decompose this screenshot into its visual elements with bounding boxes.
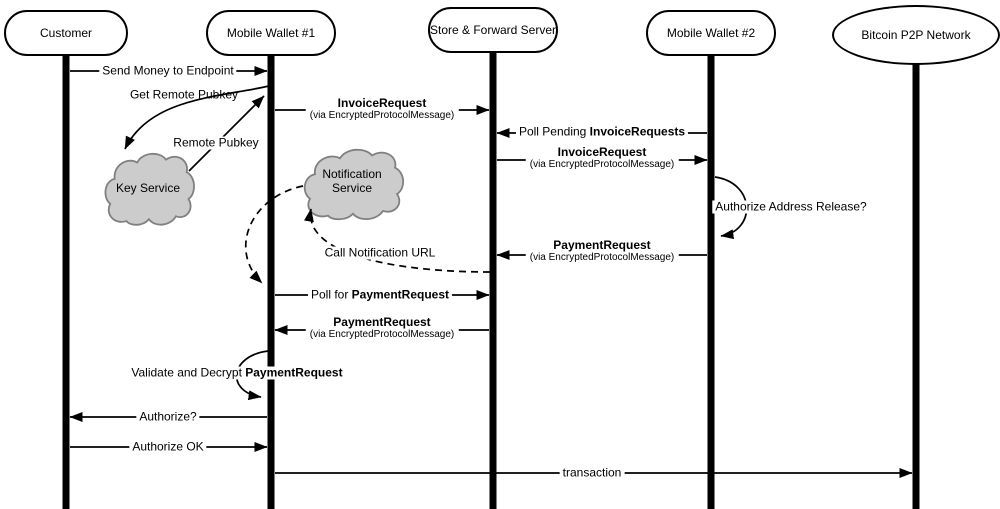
message-label-authorize-address-release: Authorize Address Release? [712, 201, 869, 214]
actor-bitcoin-p2p-network [832, 5, 1000, 65]
lifeline-mobile-wallet-1 [268, 54, 275, 509]
message-via: (via EncryptedProtocolMessage) [309, 329, 455, 340]
message-prefix: Poll for [310, 287, 352, 302]
message-via: (via EncryptedProtocolMessage) [309, 110, 455, 121]
arrow-remote-pubkey [189, 96, 264, 171]
message-label-authorize-ok: Authorize OK [129, 441, 206, 454]
lifeline-customer [63, 54, 70, 509]
message-prefix: Validate and Decrypt [131, 365, 246, 380]
message-label-get-remote-pubkey: Get Remote Pubkey [129, 87, 239, 102]
actor-mobile-wallet-2-label: Mobile Wallet #2 [666, 26, 756, 40]
message-name: PaymentRequest [553, 238, 651, 252]
message-bold: PaymentRequest [351, 287, 450, 302]
message-via: (via EncryptedProtocolMessage) [529, 252, 675, 263]
message-label-invoice-request-to-wallet2 [526, 146, 679, 170]
message-label-transaction: transaction [560, 467, 625, 480]
message-label-invoice-request-to-server [306, 97, 459, 121]
actor-store-forward-server [428, 7, 558, 53]
cloud-key-service-label: Key Service [115, 181, 181, 195]
message-via: (via EncryptedProtocolMessage) [529, 159, 675, 170]
lifeline-store-forward-server [490, 51, 497, 509]
actor-mobile-wallet-2 [646, 10, 776, 56]
message-label-call-notification-url: Call Notification URL [322, 247, 439, 260]
actor-customer [4, 10, 128, 56]
lifeline-bitcoin-p2p [913, 63, 920, 509]
lifeline-mobile-wallet-2 [708, 54, 715, 509]
message-prefix: Poll Pending [518, 124, 590, 139]
actor-mobile-wallet-1-label: Mobile Wallet #1 [226, 26, 316, 40]
actor-store-forward-server-label: Store & Forward Server [429, 23, 557, 37]
actor-customer-label: Customer [39, 26, 92, 40]
message-label-poll-for-payment-request [308, 289, 452, 302]
message-name: PaymentRequest [333, 315, 431, 329]
message-name: InvoiceRequest [557, 145, 647, 159]
message-bold: InvoiceRequests [589, 124, 686, 139]
actor-bitcoin-p2p-network-label: Bitcoin P2P Network [861, 28, 971, 42]
message-label-remote-pubkey: Remote Pubkey [170, 137, 261, 150]
cloud-notification-service-label: Notification Service [322, 167, 382, 195]
message-label-poll-pending-invoice-requests [516, 126, 688, 139]
message-label-payment-request-to-wallet1 [306, 316, 459, 340]
actor-mobile-wallet-1 [206, 10, 336, 56]
message-label-payment-request-to-server [526, 239, 679, 263]
message-name: InvoiceRequest [337, 96, 427, 110]
message-label-send-money-to-endpoint: Send Money to Endpoint [99, 65, 236, 78]
message-label-validate-and-decrypt [128, 367, 345, 380]
message-label-authorize-question: Authorize? [136, 411, 199, 424]
message-bold: PaymentRequest [245, 365, 343, 380]
